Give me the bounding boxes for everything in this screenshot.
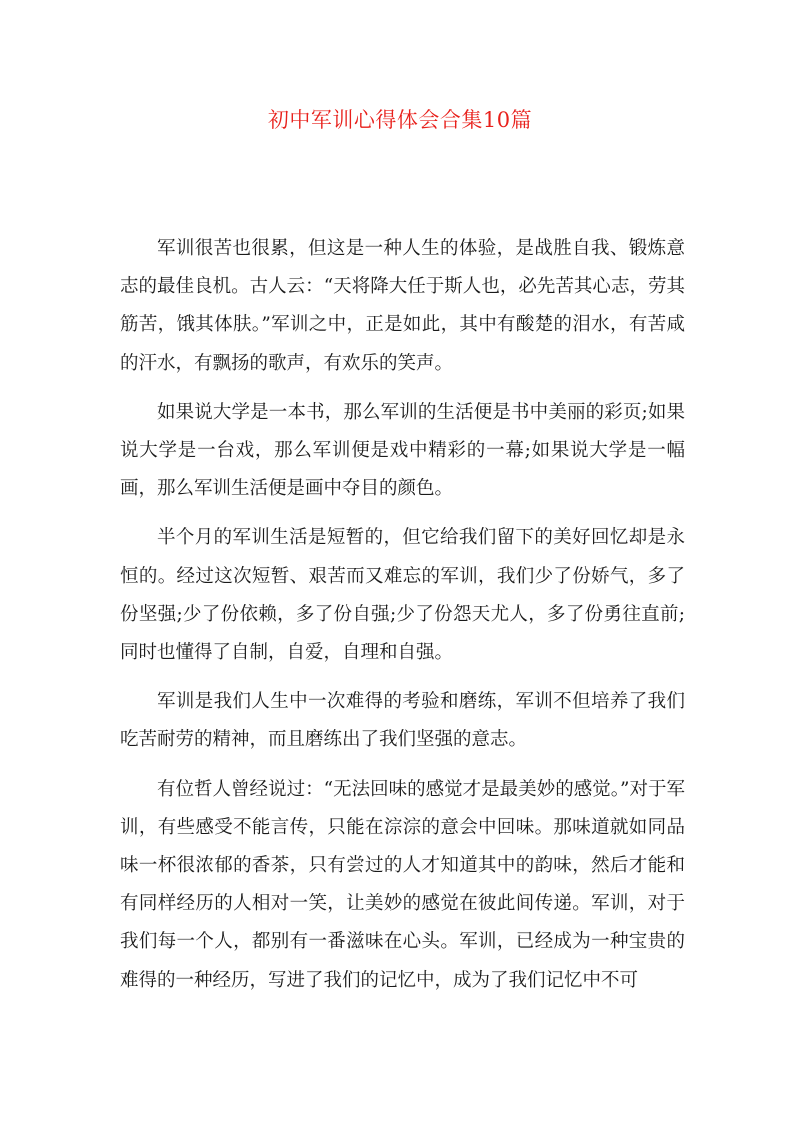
paragraph: 有位哲人曾经说过：“无法回味的感觉才是最美妙的感觉。”对于军训，有些感受不能言传，只能在淙淙的意会中回味。那味道就如同品味一杯很浓郁的香茶，只有尝过的人才知道其中的韵味，然后才能和有同样经历的人相对一笑，让美妙的感觉在彼此间传递。军训，对于我们每一个人，都别有一番滋味在心头。军训，已经成为一种宝贵的难得的一种经历，写进了我们的记忆中，成为了我们记忆中不可	[120, 778, 685, 991]
paragraph: 如果说大学是一本书，那么军训的生活便是书中美丽的彩页;如果说大学是一台戏，那么军训便是戏中精彩的一幕;如果说大学是一幅画，那么军训生活便是画中夺目的颜色。	[120, 401, 685, 500]
paragraph: 半个月的军训生活是短暂的，但它给我们留下的美好回忆却是永恒的。经过这次短暂、艰苦而又难忘的军训，我们少了份娇气，多了份坚强;少了份依赖，多了份自强;少了份怨天尤人，多了份勇往直前;同时也懂得了自制，自爱，自理和自强。	[120, 527, 685, 664]
document-title: 初中军训心得体会合集10篇	[267, 108, 533, 132]
paragraph: 军训是我们人生中一次难得的考验和磨练，军训不但培养了我们吃苦耐劳的精神，而且磨练出了我们坚强的意志。	[120, 691, 685, 751]
document-body	[120, 230, 685, 1011]
paragraph: 军训很苦也很累，但这是一种人生的体验，是战胜自我、锻炼意志的最佳良机。古人云：“天将降大任于斯人也，必先苦其心志，劳其筋苦，饿其体肤。”军训之中，正是如此，其中有酸楚的泪水，有苦咸的汗水，有飘扬的歌声，有欢乐的笑声。	[120, 238, 685, 374]
